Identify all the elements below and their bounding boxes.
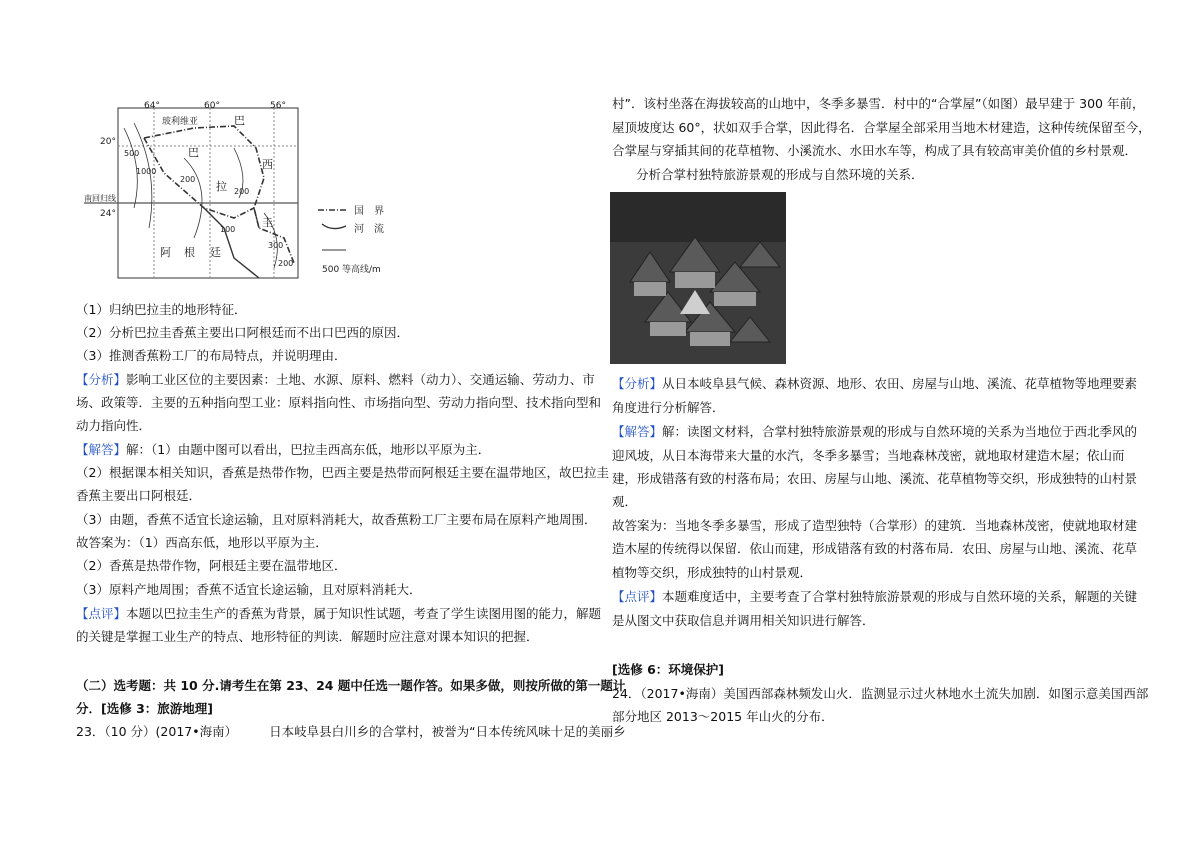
country-label: 玻利维亚 — [162, 117, 199, 127]
analysis-line — [612, 374, 1137, 394]
solution-line: 香蕉主要出口阿根廷． — [76, 488, 202, 503]
legend-river-symbol — [322, 224, 346, 229]
analysis-text: 从日本岐阜县气候、森林资源、地形、农田、房屋与山地、溪流、花草植物等地理要素 — [662, 376, 1138, 391]
comment-line: 的关键是掌握工业生产的特点、地形特征的判读．解题时应注意对课本知识的把握． — [76, 629, 539, 644]
country-label: 西 — [262, 158, 273, 171]
question-23-head: 23．（10 分）(2017•海南） — [76, 724, 238, 739]
legend-contour-label: 等高线/m — [342, 265, 381, 275]
solution-line — [612, 422, 1137, 442]
answer-line: 植物等交织，形成独特的山村景观． — [612, 565, 813, 580]
comment-line — [76, 604, 601, 624]
comment-tag: 【点评】 — [76, 606, 127, 621]
lon-label: 60° — [204, 101, 220, 111]
solution-line — [76, 440, 490, 460]
gassho-village-photo — [610, 192, 786, 364]
solution-text: 解：读图文材料，合掌村独特旅游景观的形成与自然环境的关系为当地位于西北季风的 — [662, 424, 1138, 439]
analysis-tag: 【分析】 — [612, 376, 663, 391]
map-frame — [118, 108, 298, 278]
country-label: 廷 — [210, 246, 221, 259]
passage-line: 合掌屋与穿插其间的花草植物、小溪流水、水田水车等，构成了具有较高审美价值的乡村景观． — [612, 143, 1138, 158]
question-24: 24．（2017•海南）美国西部森林频发山火．监测显示过火林地水土流失加剧．如图示意美国西部 — [612, 686, 1149, 701]
country-label: 阿 — [160, 246, 171, 259]
answer-line: 故答案为：当地冬季多暴雪，形成了造型独特（合掌形）的建筑．当地森林茂密，使就地取材建 — [612, 518, 1138, 533]
comment-line: 是从图文中获取信息并调用相关知识进行解答． — [612, 613, 875, 628]
comment-text: 本题以巴拉圭生产的香蕉为背景，属于知识性试题，考查了学生读图用图的能力，解题 — [126, 606, 602, 621]
question-24: 部分地区 2013～2015 年山火的分布． — [612, 709, 834, 724]
contour-label: 200 — [234, 187, 250, 196]
question-1: （1）归纳巴拉圭的地形特征． — [76, 302, 247, 317]
section-heading: 分．[选修 3：旅游地理] — [76, 701, 213, 716]
lon-label: 56° — [270, 101, 286, 111]
legend-contour-value: 500 — [322, 265, 340, 275]
contour-label: 100 — [220, 225, 236, 234]
question-23-text: 日本岐阜县白川乡的合掌村，被誉为“日本传统风味十足的美丽乡 — [269, 724, 626, 739]
contour-label: 300 — [268, 241, 284, 250]
question-23 — [76, 722, 626, 742]
solution-line: （3）由题，香蕉不适宜长途运输，且对原料消耗大，故香蕉粉工厂主要布局在原料产地周围． — [76, 512, 597, 527]
answer-line: 造木屋的传统得以保留．依山而建，形成错落有致的村落布局．农田、房屋与山地、溪流、花草 — [612, 541, 1138, 556]
solution-tag: 【解答】 — [76, 442, 127, 457]
answer-line: （2）香蕉是热带作物，阿根廷主要在温带地区． — [76, 558, 347, 573]
lat-label: 24° — [100, 209, 116, 219]
lon-label: 64° — [144, 101, 160, 111]
comment-text: 本题难度适中，主要考查了合掌村独特旅游景观的形成与自然环境的关系，解题的关键 — [662, 589, 1138, 604]
passage-question: 分析合掌村独特旅游景观的形成与自然环境的关系． — [636, 167, 924, 182]
analysis-tag: 【分析】 — [76, 372, 127, 387]
lat-label: 20° — [100, 137, 116, 147]
question-2: （2）分析巴拉圭香蕉主要出口阿根廷而不出口巴西的原因． — [76, 325, 409, 340]
section-heading: [选修 6：环境保护] — [612, 662, 724, 677]
contour-label: 1000 — [136, 167, 157, 176]
comment-line — [612, 587, 1137, 607]
solution-tag: 【解答】 — [612, 424, 663, 439]
passage-line: 村”．该村坐落在海拔较高的山地中，冬季多暴雪．村中的“合掌屋”（如图）最早建于 300 年前， — [612, 96, 1145, 111]
solution-line: 迎风坡，从日本海带来大量的水汽，冬季多暴雪；当地森林茂密，就地取材建造木屋；依山而 — [612, 448, 1125, 463]
question-3: （3）推测香蕉粉工厂的布局特点，并说明理由． — [76, 348, 347, 363]
analysis-line: 场、政策等．主要的五种指向型工业：原料指向性、市场指向型、劳动力指向型、技术指向型和 — [76, 395, 602, 410]
legend-border-label: 国 界 — [354, 206, 384, 217]
solution-line: 观． — [612, 494, 638, 509]
analysis-line: 角度进行分析解答． — [612, 400, 725, 415]
answer-line: 故答案为：（1）西高东低，地形以平原为主． — [76, 535, 328, 550]
passage-line: 屋顶坡度达 60°，状如双手合掌，因此得名．合掌屋全部采用当地木材建造，这种传统保留至今， — [612, 120, 1151, 135]
analysis-text: 影响工业区位的主要因素：土地、水源、原料、燃料（动力）、交通运输、劳动力、市 — [126, 372, 595, 387]
river — [204, 208, 259, 278]
legend-river-label: 河 流 — [354, 224, 384, 235]
country-label: 拉 — [216, 180, 227, 193]
paraguay-map — [84, 98, 424, 290]
tropic-label: 南回归线 — [84, 194, 116, 203]
country-label: 巴 — [234, 114, 245, 127]
contour-label: 500 — [124, 149, 140, 158]
solution-line: （2）根据课本相关知识，香蕉是热带作物，巴西主要是热带而阿根廷主要在温带地区，故巴拉圭 — [76, 465, 609, 480]
answer-line: （3）原料产地周围；香蕉不适宜长途运输，且对原料消耗大． — [76, 582, 422, 597]
contour-label: 200 — [180, 175, 196, 184]
country-label: 圭 — [262, 216, 273, 229]
comment-tag: 【点评】 — [612, 589, 663, 604]
solution-text: 解：（1）由题中图可以看出，巴拉圭西高东低，地形以平原为主． — [126, 442, 491, 457]
country-label: 巴 — [188, 146, 199, 159]
section-heading: （二）选考题：共 10 分.请考生在第 23、24 题中任选一题作答。如果多做，则按所做的第一题计 — [76, 678, 626, 693]
analysis-line: 动力指向性． — [76, 418, 152, 433]
contour-label: 200 — [278, 259, 294, 268]
solution-line: 建，形成错落有致的村落布局；农田、房屋与山地、溪流、花草植物等交织，形成独特的山村景 — [612, 471, 1138, 486]
country-label: 根 — [184, 246, 195, 259]
analysis-line — [76, 370, 595, 390]
